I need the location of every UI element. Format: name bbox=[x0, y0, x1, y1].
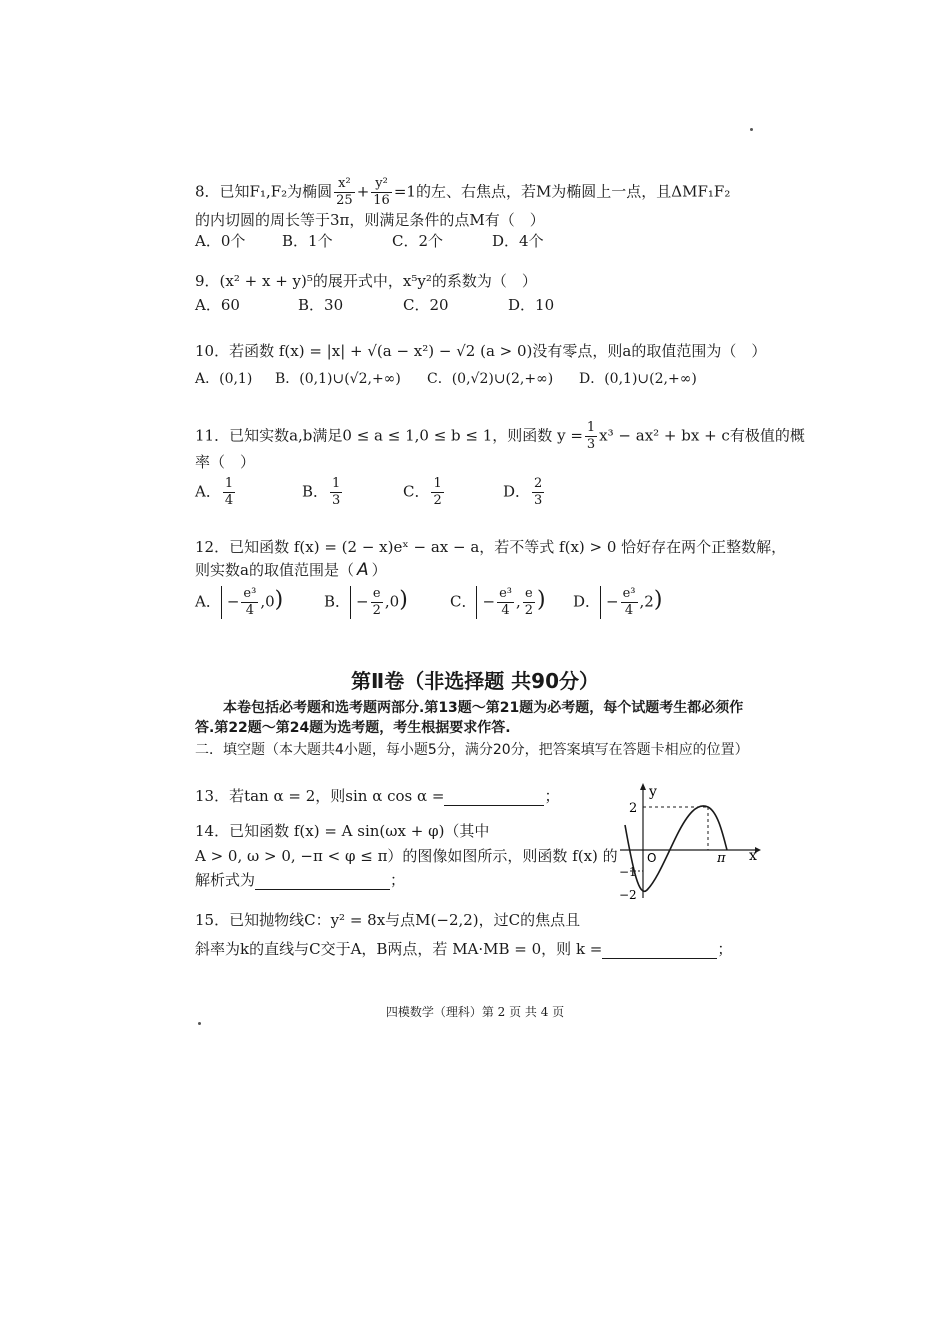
q12-line1: 12．已知函数 f(x) = (2 − x)eˣ − ax − a，若不等式 f(x) > 0 恰好存在两个正整数解， bbox=[195, 538, 787, 556]
q8-option-b: B．1个 bbox=[282, 232, 333, 250]
q11-line1-post: x³ − ax² + bx + c有极值的概 bbox=[599, 426, 805, 445]
y-axis-label: y bbox=[649, 784, 657, 800]
q9-option-a: A．60 bbox=[195, 296, 240, 314]
q11-frac: $\frac{1}{3}$ bbox=[586, 420, 596, 452]
q11-option-c: C． $\frac{1}{2}$ bbox=[403, 476, 442, 508]
q9-option-b: B．30 bbox=[298, 296, 344, 314]
q14-line3: 解析式为 ； bbox=[195, 871, 406, 889]
q14-line2: A > 0, ω > 0, −π < φ ≤ π）的图像如图所示，则函数 f(x) 的 bbox=[195, 847, 618, 865]
q8-frac1: $\frac{\text{x²}}{25}$ bbox=[336, 176, 353, 208]
q10-option-d: D．(0,1)∪(2,+∞) bbox=[579, 371, 697, 387]
q12-option-a: A． − $\frac{\text{e³}}{4}$ ,0) bbox=[195, 586, 288, 619]
q15-line2: 斜率为k的直线与C交于A，B两点，若 MA·MB = 0，则 k = ； bbox=[195, 940, 733, 958]
q12-option-c: C． − $\frac{\text{e³}}{4}$ , $\frac{e}{2}$ ) bbox=[450, 586, 551, 619]
q11-option-a: A． $\frac{1}{4}$ bbox=[195, 476, 234, 508]
tick-label-neg1: −1 bbox=[619, 865, 637, 879]
q10-line1: 10．若函数 f(x) = |x| + √(a − x²) − √2 (a > 0)没有零点，则a的取值范围为（ ） bbox=[195, 342, 767, 360]
q14-sine-graph bbox=[615, 780, 765, 900]
q9-option-c: C．20 bbox=[403, 296, 449, 314]
q13-answer-blank[interactable] bbox=[444, 789, 544, 806]
tick-label-neg2: −2 bbox=[619, 888, 637, 900]
q8-line2: 的内切圆的周长等于3π，则满足条件的点M有（ ） bbox=[195, 211, 545, 229]
q8-options bbox=[195, 231, 755, 251]
page-footer: 四模数学（理科）第 2 页 共 4 页 bbox=[385, 1005, 565, 1019]
q13-line: 13．若tan α = 2，则sin α cos α = ； bbox=[195, 787, 560, 805]
q10-option-b: B．(0,1)∪(√2,+∞) bbox=[275, 371, 401, 387]
q9-option-d: D．10 bbox=[508, 296, 555, 314]
part2-intro: 本卷包括必考题和选考题两部分.第13题～第21题为必考题，每个试题考生都必须作答.第22题～第24题为选考题，考生根据要求作答. bbox=[195, 700, 744, 736]
scan-speck bbox=[750, 128, 753, 131]
q8-line1-post: =1的左、右焦点，若M为椭圆上一点，且ΔMF₁F₂ bbox=[393, 182, 731, 201]
x-axis bbox=[620, 847, 761, 853]
pi-label: π bbox=[717, 851, 726, 866]
q12-handwritten-answer: A bbox=[356, 560, 369, 580]
q12-option-d: D． − $\frac{\text{e³}}{4}$ ,2) bbox=[573, 586, 667, 619]
y-axis bbox=[640, 783, 646, 898]
q8-line1-pre: 8．已知F₁,F₂为椭圆 bbox=[195, 182, 333, 201]
q12-option-b: B． − $\frac{e}{2}$ ,0) bbox=[324, 586, 413, 619]
q8-frac2: $\frac{\text{y²}}{16}$ bbox=[373, 176, 390, 208]
q8-line1: 8．已知F₁,F₂为椭圆 $\frac{\text{x²}}{25}$ + $\frac{\text{y²}}{16}$ =1的左、右焦点，若M为椭圆上一点，且ΔMF₁F₂ bbox=[195, 176, 731, 208]
q9-options bbox=[195, 295, 755, 315]
q8-option-a: A．0个 bbox=[195, 232, 246, 250]
q10-option-a: A．(0,1) bbox=[195, 371, 253, 387]
q8-option-d: D．4个 bbox=[492, 232, 544, 250]
fill-in-heading: 二．填空题（本大题共4小题，每小题5分，满分20分，把答案填写在答题卡相应的位置） bbox=[195, 742, 749, 758]
q11-line2: 率（ ） bbox=[195, 453, 256, 471]
scan-speck bbox=[198, 1022, 201, 1025]
q8-option-c: C．2个 bbox=[392, 232, 444, 250]
tick-label-2: 2 bbox=[629, 801, 638, 816]
sine-curve bbox=[625, 806, 727, 891]
q14-line1: 14．已知函数 f(x) = A sin(ωx + φ)（其中 bbox=[195, 822, 490, 840]
q10-options bbox=[195, 369, 755, 389]
q10-option-c: C．(0,√2)∪(2,+∞) bbox=[427, 371, 554, 387]
q15-answer-blank[interactable] bbox=[602, 942, 717, 959]
x-axis-label: x bbox=[749, 848, 757, 864]
q11-line1 bbox=[195, 420, 805, 453]
part2-title: 第Ⅱ卷（非选择题 共90分） bbox=[351, 669, 599, 693]
origin-label: O bbox=[647, 851, 657, 865]
q11-line1-pre: 11．已知实数a,b满足0 ≤ a ≤ 1,0 ≤ b ≤ 1，则函数 y = bbox=[195, 426, 583, 445]
q12-line2: 则实数a的取值范围是（ A ） bbox=[195, 560, 387, 580]
q11-option-d: D． $\frac{2}{3}$ bbox=[503, 476, 543, 508]
q11-option-b: B． $\frac{1}{3}$ bbox=[302, 476, 341, 508]
q14-answer-blank[interactable] bbox=[255, 873, 390, 890]
q15-line1: 15．已知抛物线C：y² = 8x与点M(−2,2)，过C的焦点且 bbox=[195, 911, 581, 929]
q9-line1: 9．(x² + x + y)⁵的展开式中，x⁵y²的系数为（ ） bbox=[195, 272, 537, 290]
